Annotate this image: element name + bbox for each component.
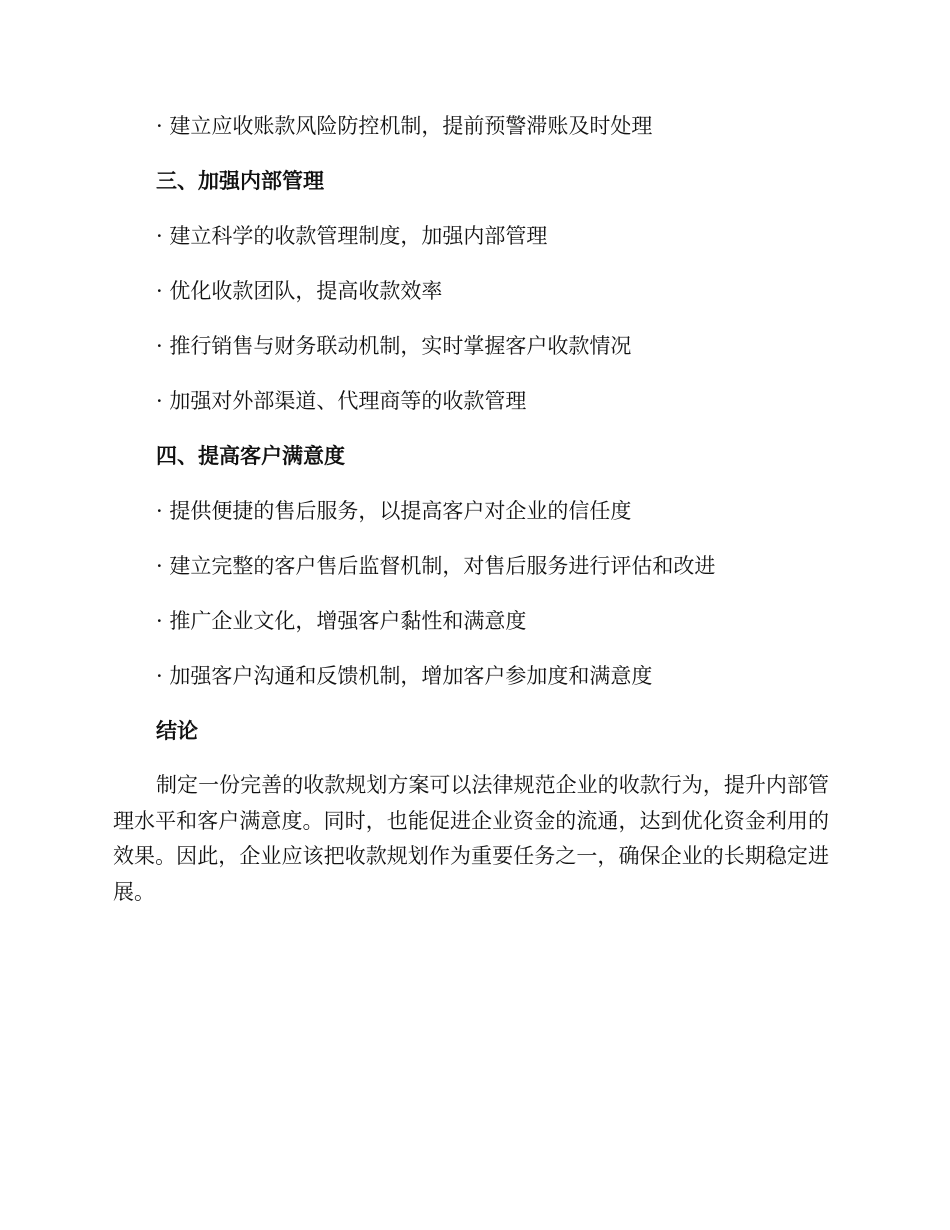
bullet-item: · 加强对外部渠道、代理商等的收款管理	[156, 389, 527, 413]
conclusion-paragraph: 制定一份完善的收款规划方案可以法律规范企业的收款行为，提升内部管理水平和客户满意度。同时，也能促进企业资金的流通，达到优化资金利用的效果。因此，企业应该把收款规划作为重要任务之一，确保企业的长期稳定进展。	[113, 773, 829, 904]
bullet-item: · 建立应收账款风险防控机制，提前预警滞账及时处理	[156, 114, 653, 138]
bullet-item: · 建立完整的客户售后监督机制，对售后服务进行评估和改进	[156, 554, 716, 578]
section-heading: 四、提高客户满意度	[156, 444, 345, 468]
document-body	[113, 108, 833, 931]
bullet-item: · 优化收款团队，提高收款效率	[156, 279, 443, 303]
section-heading: 三、加强内部管理	[156, 169, 324, 193]
bullet-item: · 提供便捷的售后服务，以提高客户对企业的信任度	[156, 499, 632, 523]
bullet-item: · 推行销售与财务联动机制，实时掌握客户收款情况	[156, 334, 632, 358]
conclusion-heading: 结论	[156, 719, 198, 743]
bullet-item: · 建立科学的收款管理制度，加强内部管理	[156, 224, 548, 248]
bullet-item: · 推广企业文化，增强客户黏性和满意度	[156, 609, 527, 633]
bullet-item: · 加强客户沟通和反馈机制，增加客户参加度和满意度	[156, 664, 653, 688]
